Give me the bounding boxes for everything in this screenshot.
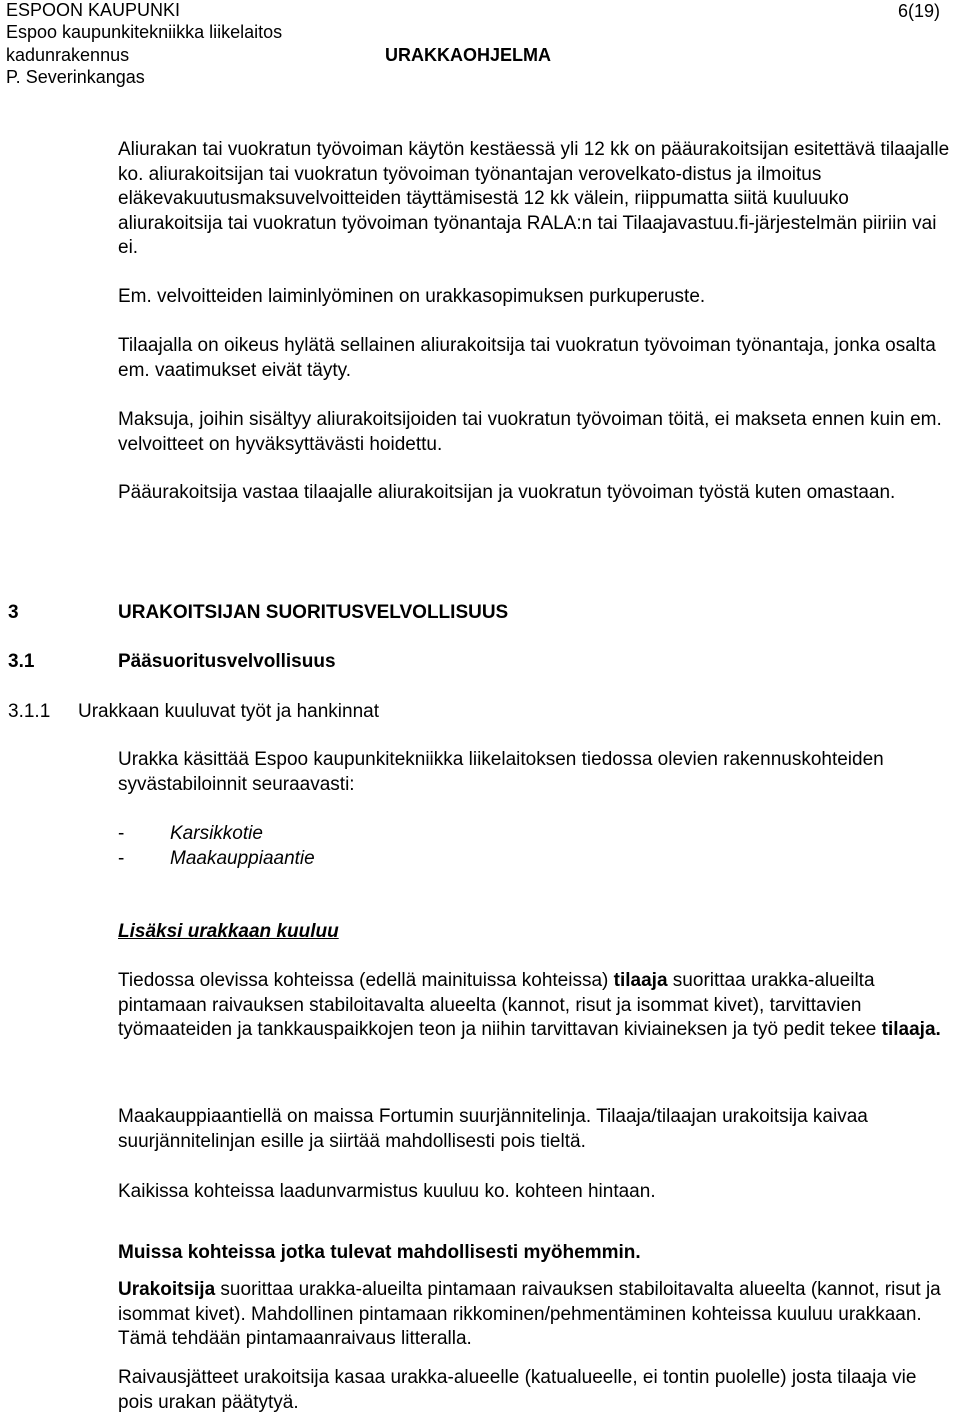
list-item-text: Maakauppiaantie	[170, 848, 315, 869]
section-heading-3-1-1	[8, 701, 379, 723]
paragraph-waste	[118, 1366, 953, 1415]
paragraph-responsibility	[118, 481, 953, 506]
paragraph-scope-intro	[118, 748, 953, 797]
page-number: 6(19)	[897, 1, 940, 21]
header-org: ESPOON KAUPUNKI	[6, 0, 181, 20]
paragraph-text: Em. velvoitteiden laiminlyöminen on urakkasopimuksen purkuperuste.	[118, 286, 706, 307]
emphasis-urakoitsija: Urakoitsija	[118, 1279, 216, 1300]
paragraph-text: suorittaa urakka-alueilta pintamaan raivauksen stabiloitavalta alueelta (kannot, risut ja isommat kivet). Mahdollinen pintamaan rikkominen/pehmentäminen kohteissa kuuluu urakkaan. Tämä tehdään pintamaanraivaus litteralla.	[118, 1279, 941, 1349]
paragraph-text: Pääurakoitsija vastaa tilaajalle aliurakoitsijan ja vuokratun työvoiman työstä kuten omastaan.	[118, 482, 896, 503]
paragraph-payments	[118, 408, 953, 457]
section-heading-3-1	[8, 651, 336, 673]
subheading-lisaksi	[118, 920, 953, 945]
paragraph-termination	[118, 285, 953, 310]
paragraph-contractor-clearing	[118, 1278, 953, 1352]
paragraph-quality	[118, 1180, 953, 1205]
section-heading-3	[8, 602, 508, 624]
section-title: Urakkaan kuuluvat työt ja hankinnat	[78, 701, 380, 722]
subheading-muissa	[118, 1241, 953, 1266]
paragraph-power-line	[118, 1105, 953, 1154]
paragraph-known-sites	[118, 969, 953, 1043]
subheading-text: Muissa kohteissa jotka tulevat mahdollisesti myöhemmin.	[118, 1242, 641, 1263]
list-dash: -	[118, 823, 125, 844]
paragraph-text: Aliurakan tai vuokratun työvoiman käytön kestäessä yli 12 kk on pääurakoitsijan esitettävä tilaajalle ko. aliurakoitsijan tai vuokratun työvoiman työnantajan verovelkato-distus ja ilmoitus eläkevakuutusmaksuvelvoitteiden täyttämisestä 12 kk välein, riippumatta siitä kuuluuko aliurakoitsija tai vuokratun työvoiman työnantaja RALA:n tai Tilaajavastuu.fi-järjestelmän piiriin vai ei.	[118, 139, 950, 258]
document-title: URAKKAOHJELMA	[385, 45, 551, 65]
paragraph-text: Urakka käsittää Espoo kaupunkitekniikka liikelaitoksen tiedossa olevien rakennuskohteiden syvästabiloinnit seuraavasti:	[118, 749, 884, 795]
emphasis-tilaaja: tilaaja	[613, 970, 668, 991]
emphasis-tilaaja: tilaaja.	[881, 1019, 941, 1040]
list-dash: -	[118, 848, 125, 869]
list-item	[118, 847, 315, 872]
section-title: URAKOITSIJAN SUORITUSVELVOLLISUUS	[118, 602, 509, 623]
paragraph-subcontracting-report	[118, 138, 953, 261]
paragraph-text: Tiedossa olevissa kohteissa (edellä mainituissa kohteissa)	[118, 970, 614, 991]
section-number: 3	[8, 602, 19, 623]
header-unit: Espoo kaupunkitekniikka liikelaitos	[6, 22, 283, 42]
paragraph-reject-right	[118, 334, 953, 383]
paragraph-text: Raivausjätteet urakoitsija kasaa urakka-alueelle (katualueelle, ei tontin puolelle) josta tilaaja vie pois urakan päätytyä.	[118, 1367, 917, 1413]
paragraph-text: Maksuja, joihin sisältyy aliurakoitsijoiden tai vuokratun työvoiman töitä, ei makseta ennen kuin em. velvoitteet on hyväksyttävästi hoidettu.	[118, 409, 942, 455]
header-dept: kadunrakennus	[6, 45, 130, 65]
section-number: 3.1.1	[8, 701, 51, 722]
paragraph-text: suorittaa urakka-alueilta pintamaan raivauksen stabiloitavalta alueelta (kannot, risut ja isommat kivet), tarvittavien työmaateiden ja tankkauspaikkojen teon ja niihin tarvittavan kiviaineksen ja työ pedit tekee	[118, 970, 882, 1040]
list-item	[118, 822, 263, 847]
list-item-text: Karsikkotie	[170, 823, 263, 844]
header-author: P. Severinkangas	[6, 67, 145, 87]
subheading-text: Lisäksi urakkaan kuuluu	[118, 921, 339, 942]
paragraph-text: Kaikissa kohteissa laadunvarmistus kuuluu ko. kohteen hintaan.	[118, 1181, 656, 1202]
paragraph-text: Tilaajalla on oikeus hylätä sellainen aliurakoitsija tai vuokratun työvoiman työnantaja, jonka osalta em. vaatimukset eivät täyty.	[118, 335, 936, 381]
section-title: Pääsuoritusvelvollisuus	[118, 651, 336, 672]
paragraph-text: Maakauppiaantiellä on maissa Fortumin suurjännitelinja. Tilaaja/tilaajan urakoitsija kaivaa suurjännitelinjan esille ja siirtää mahdollisesti pois tieltä.	[118, 1106, 868, 1152]
section-number: 3.1	[8, 651, 35, 672]
